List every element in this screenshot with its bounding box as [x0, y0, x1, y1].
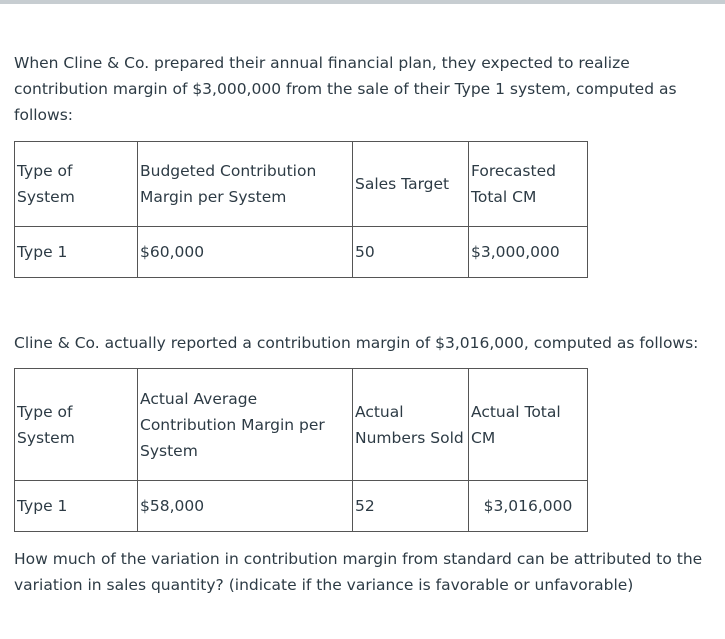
cell-actual-average-cm: $58,000 — [138, 481, 353, 532]
cell-type: Type 1 — [15, 481, 138, 532]
header-type-of-system: Type of System — [15, 142, 138, 227]
header-actual-total-cm: Actual Total CM — [469, 369, 588, 481]
header-actual-average-cm: Actual Average Contribution Margin per System — [138, 369, 353, 481]
header-sales-target: Sales Target — [353, 142, 469, 227]
intro-paragraph: When Cline & Co. prepared their annual financial plan, they expected to realize contribution margin of $3,000,000 from the sale of their Type 1 system, computed as follows: — [14, 54, 677, 124]
table-header-row — [15, 369, 588, 481]
budget-table — [14, 141, 588, 278]
actual-intro-paragraph: Cline & Co. actually reported a contribution margin of $3,016,000, computed as follows: — [14, 334, 699, 352]
header-actual-numbers-sold: Actual Numbers Sold — [353, 369, 469, 481]
cell-actual-numbers-sold: 52 — [353, 481, 469, 532]
table-header-row — [15, 142, 588, 227]
header-forecasted-total-cm: Forecasted Total CM — [469, 142, 588, 227]
cell-forecasted-total-cm: $3,000,000 — [469, 227, 588, 278]
table-row — [15, 227, 588, 278]
cell-actual-total-cm: $3,016,000 — [469, 481, 588, 532]
question-paragraph: How much of the variation in contribution margin from standard can be attributed to the variation in sales quantity? (indicate if the variance is favorable or unfavorable) — [14, 550, 703, 594]
cell-type: Type 1 — [15, 227, 138, 278]
header-type-of-system: Type of System — [15, 369, 138, 481]
top-divider — [0, 0, 725, 4]
cell-budgeted-cm: $60,000 — [138, 227, 353, 278]
actual-table — [14, 368, 588, 532]
header-budgeted-cm: Budgeted Contribution Margin per System — [138, 142, 353, 227]
cell-sales-target: 50 — [353, 227, 469, 278]
table-row — [15, 481, 588, 532]
